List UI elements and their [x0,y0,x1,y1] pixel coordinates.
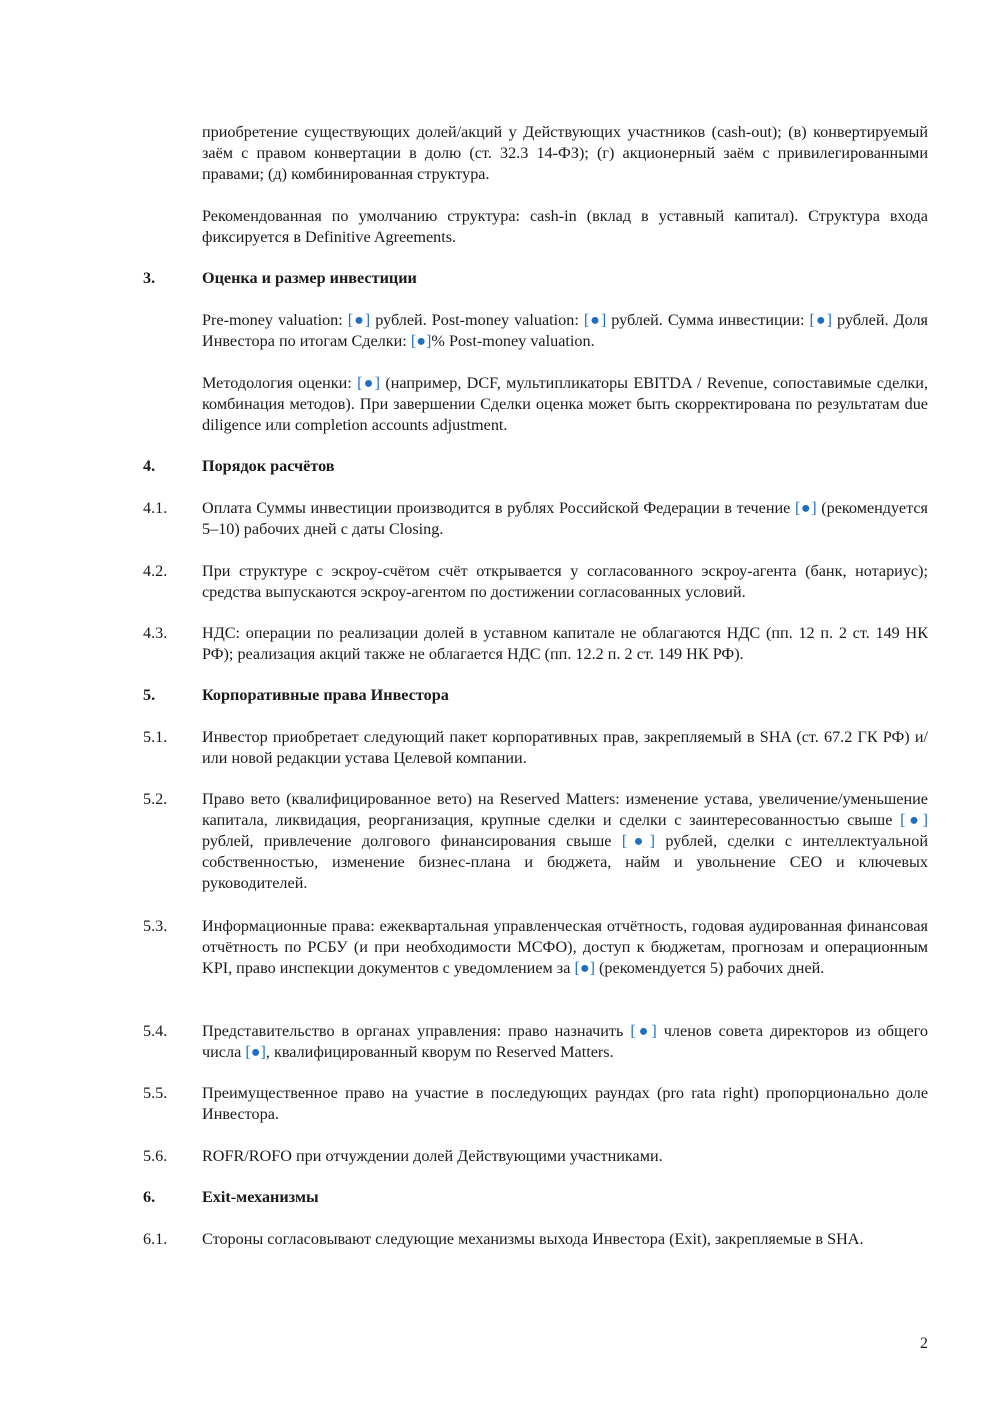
clause-number: 4.1. [143,499,168,517]
clause-number: 4.2. [143,562,168,580]
clause-text: Преимущественное право на участие в последующих раундах (pro rata right) пропорционально доле Инвестора. [202,1084,928,1123]
clause-text [202,916,928,979]
section-number: 6. [143,1188,156,1206]
text-segment: Pre-money valuation: [202,311,348,329]
clause-text: НДС: операции по реализации долей в уставном капитале не облагаются НДС (пп. 12 п. 2 ст. 149 НК РФ); реализация акций также не облагается НДС (пп. 12.2 п. 2 ст. 149 НК РФ). [202,624,928,663]
text-segment: рублей. Post-money valuation: [370,311,584,329]
section-5-heading [143,685,928,706]
clause-number: 4.3. [143,624,168,642]
clause-5-6 [143,1146,928,1167]
page-number: 2 [919,1334,928,1352]
text-segment: рублей, сделки с интеллектуальной собственностью, изменение бизнес-плана и бюджета, найм и увольнение CEO и ключевых руководителей. [202,832,929,892]
text-segment: Информационные права: ежеквартальная управленческая отчётность, годовая аудированная финансовая отчётность по РСБУ (и при необходимости МСФО), доступ к бюджетам, прогнозам и операционным KPI, право инспекции документов с уведомлением за [202,917,928,977]
text-segment: Методология оценки: [202,374,358,392]
clause-text [202,498,928,540]
text-segment: (рекомендуется 5–10) рабочих дней с даты Closing. [202,499,928,538]
paragraph-valuation [202,310,928,352]
text-segment: Право вето (квалифицированное вето) на Reserved Matters: изменение устава, увеличение/уменьшение капитала, ликвидация, реорганизация, крупные сделки и сделки с заинтересованностью свыше [202,790,928,829]
paragraph-default-structure: Рекомендованная по умолчанию структура: cash-in (вклад в уставный капитал). Структура входа фиксируется в Definitive Agreements. [202,207,928,246]
clause-number: 6.1. [143,1230,168,1248]
section-number: 5. [143,686,156,704]
section-number: 4. [143,457,156,475]
placeholder-marker[interactable]: [●] [583,311,607,329]
clause-number: 5.6. [143,1147,168,1165]
clause-text: Инвестор приобретает следующий пакет корпоративных прав, закрепляемый в SHA (ст. 67.2 ГК РФ) и/или новой редакции устава Целевой компании. [202,728,928,767]
section-title: Порядок расчётов [202,457,335,475]
section-title: Exit-механизмы [202,1188,319,1206]
placeholder-marker[interactable]: [●] [900,811,928,829]
section-number: 3. [143,269,156,287]
clause-4-2 [143,561,928,603]
clause-number: 5.3. [143,917,168,935]
clause-text: При структуре с эскроу-счётом счёт открывается у согласованного эскроу-агента (банк, нотариус); средства выпускаются эскроу-агентом по достижении согласованных условий. [202,562,928,601]
clause-6-1 [143,1229,928,1250]
placeholder-marker[interactable]: [●] [621,832,656,850]
clause-number: 5.2. [143,790,168,808]
clause-text [202,1021,928,1063]
clause-5-3 [143,916,928,979]
section-title: Корпоративные права Инвестора [202,686,449,704]
clause-text: Стороны согласовывают следующие механизмы выхода Инвестора (Exit), закрепляемые в SHA. [202,1230,864,1248]
clause-number: 5.5. [143,1084,168,1102]
section-3-heading [143,268,928,289]
clause-number: 5.1. [143,728,168,746]
clause-5-2 [143,789,928,894]
text-segment: Оплата Суммы инвестиции производится в рублях Российской Федерации в течение [202,499,795,517]
clause-text: ROFR/ROFO при отчуждении долей Действующими участниками. [202,1147,663,1165]
text-segment: (например, DCF, мультипликаторы EBITDA / Revenue, сопоставимые сделки, комбинация методов). При завершении Сделки оценка может быть скорректирована по результатам due diligence или completion accounts adjustment. [202,374,928,434]
placeholder-marker[interactable]: [●] [245,1043,266,1061]
clause-text [202,789,928,894]
placeholder-marker[interactable]: [●] [357,374,381,392]
text-segment: рублей, привлечение долгового финансирования свыше [202,832,622,850]
text-segment: рублей. Доля Инвестора по итогам Сделки: [202,311,928,350]
clause-5-1 [143,727,928,769]
placeholder-marker[interactable]: [●] [630,1022,657,1040]
text-segment: (рекомендуется 5) рабочих дней. [595,959,825,977]
section-title: Оценка и размер инвестиции [202,269,417,287]
section-4-heading [143,456,928,477]
placeholder-marker[interactable]: [●] [347,311,371,329]
text-segment: членов совета директоров из общего числа [202,1022,928,1061]
clause-5-5 [143,1083,928,1125]
section-6-heading [143,1187,928,1208]
text-segment: Представительство в органах управления: право назначить [202,1022,631,1040]
placeholder-marker[interactable]: [●] [574,959,595,977]
text-segment: , квалифицированный кворум по Reserved Matters. [265,1043,614,1061]
clause-4-3 [143,623,928,665]
clause-5-4 [143,1021,928,1063]
text-segment: % Post-money valuation. [431,332,595,350]
placeholder-marker[interactable]: [●] [410,332,432,350]
placeholder-marker[interactable]: [●] [809,311,832,329]
clause-number: 5.4. [143,1022,168,1040]
placeholder-marker[interactable]: [●] [794,499,817,517]
paragraph-intro: приобретение существующих долей/акций у Действующих участников (cash-out); (в) конвертируемый заём с правом конвертации в долю (ст. 32.3 14-ФЗ); (г) акционерный заём с привилегированными правами; (д) комбинированная структура. [202,123,928,183]
clause-4-1 [143,498,928,540]
text-segment: рублей. Сумма инвестиции: [606,311,810,329]
paragraph-methodology [202,373,928,436]
